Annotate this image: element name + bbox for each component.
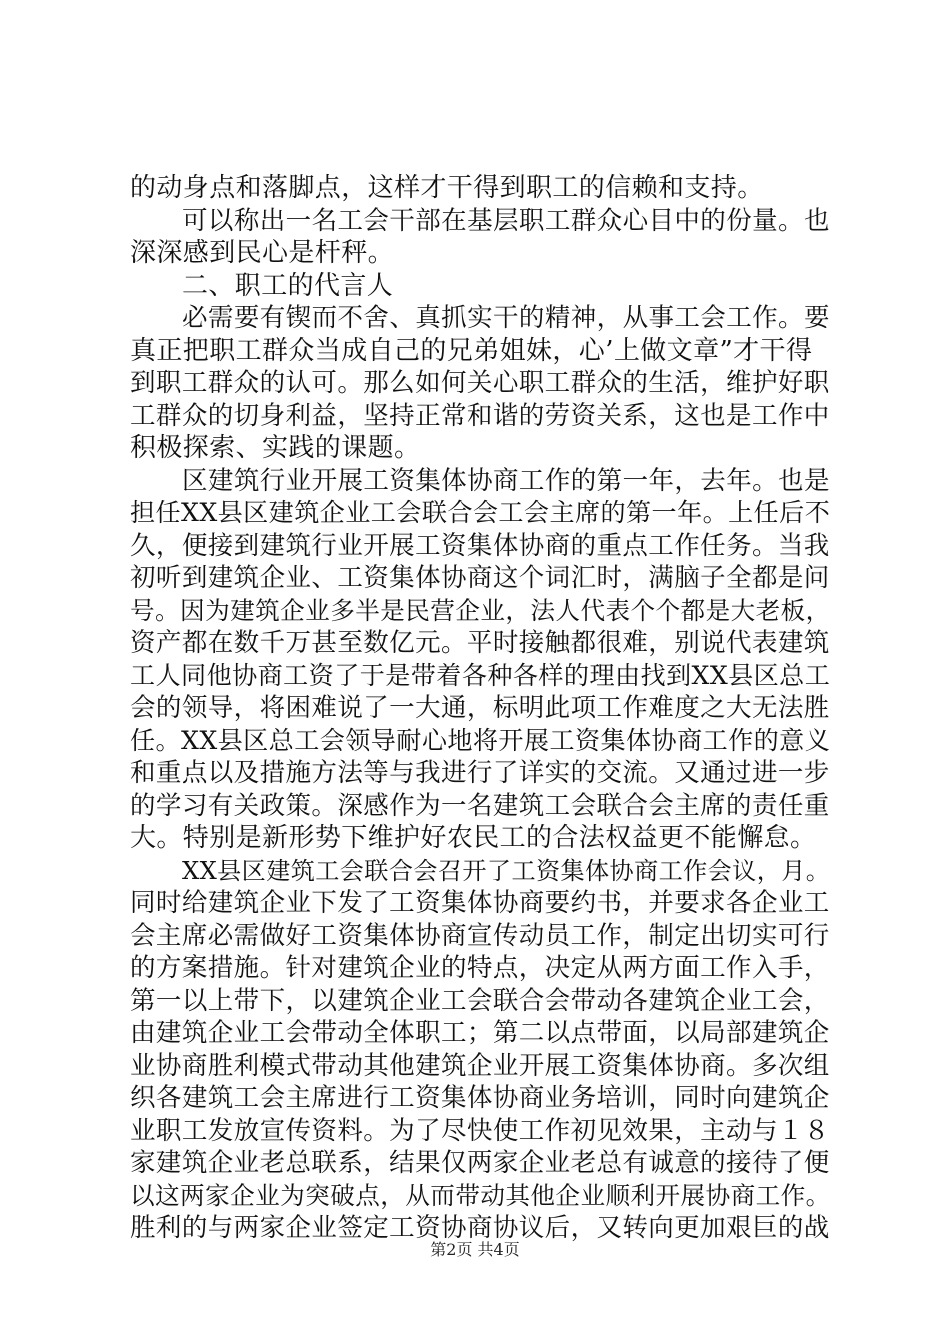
text-line: 业职工发放宣传资料。为了尽快使工作初见效果，主动与１８: [130, 1115, 830, 1146]
text-line: 工人同他协商工资了于是带着各种各样的理由找到XX县区总工: [130, 660, 831, 690]
text-line: 初听到建筑企业、工资集体协商这个词汇时，满脑子全都是问: [130, 563, 830, 593]
text-line: 担任XX县区建筑企业工会联合会工会主席的第一年。上任后不: [130, 498, 831, 527]
text-line: 业协商胜利模式带动其他建筑企业开展工资集体协商。多次组: [130, 1050, 830, 1081]
text-line: 工群众的切身利益，坚持正常和谐的劳资关系，这也是工作中: [130, 400, 830, 431]
text-line: 织各建筑工会主席进行工资集体协商业务培训，同时向建筑企: [130, 1083, 830, 1113]
text-line: 可以称出一名工会干部在基层职工群众心目中的份量。也: [182, 205, 830, 236]
text-line: 家建筑企业老总联系，结果仅两家企业老总有诚意的接待了便: [130, 1148, 830, 1178]
text-line: 以这两家企业为突破点，从而带动其他企业顺利开展协商工作。: [130, 1180, 831, 1210]
text-line: 二、职工的代言人: [182, 270, 394, 301]
text-line: 必需要有锲而不舍、真抓实干的精神，从事工会工作。要: [182, 303, 830, 333]
text-line: 资产都在数千万甚至数亿元。平时接触都很难，别说代表建筑: [130, 628, 830, 658]
text-line: 的动身点和落脚点，这样才干得到职工的信赖和支持。: [130, 173, 764, 203]
text-line: 到职工群众的认可。那么如何关心职工群众的生活，维护好职: [130, 368, 830, 398]
text-line: 久，便接到建筑行业开展工资集体协商的重点工作任务。当我: [130, 530, 830, 561]
page-footer: 第2页 共4页: [430, 1240, 520, 1259]
text-line: 深深感到民心是杆秤。: [130, 238, 395, 268]
text-line: 号。因为建筑企业多半是民营企业，法人代表个个都是大老板，: [130, 595, 831, 625]
text-line: 由建筑企业工会带动全体职工；第二以点带面，以局部建筑企: [130, 1018, 830, 1048]
text-line: 区建筑行业开展工资集体协商工作的第一年，去年。也是: [182, 465, 830, 496]
text-line: 和重点以及措施方法等与我进行了详实的交流。又通过进一步: [130, 758, 830, 788]
text-line: 大。特别是新形势下维护好农民工的合法权益更不能懈怠。: [130, 823, 817, 853]
document-body: [130, 172, 830, 1245]
text-line: 的学习有关政策。深感作为一名建筑工会联合会主席的责任重: [130, 790, 830, 821]
text-line: 任。XX县区总工会领导耐心地将开展工资集体协商工作的意义: [130, 725, 831, 755]
text-line: 真正把职工群众当成自己的兄弟姐妹，心’上做文章”才干得: [130, 335, 813, 366]
text-line: 同时给建筑企业下发了工资集体协商要约书，并要求各企业工: [130, 888, 830, 918]
text-line: 会主席必需做好工资集体协商宣传动员工作，制定出切实可行: [130, 920, 830, 951]
text-line: 积极探索、实践的课题。: [130, 433, 421, 463]
text-line: XX县区建筑工会联合会召开了工资集体协商工作会议，月。: [182, 856, 831, 885]
text-line: 的方案措施。针对建筑企业的特点，决定从两方面工作入手，: [130, 953, 830, 983]
text-line: 胜利的与两家企业签定工资协商协议后，又转向更加艰巨的战: [130, 1213, 830, 1243]
text-line: 第一以上带下，以建筑企业工会联合会带动各建筑企业工会，: [130, 985, 830, 1016]
text-line: 会的领导，将困难说了一大通，标明此项工作难度之大无法胜: [130, 693, 830, 723]
